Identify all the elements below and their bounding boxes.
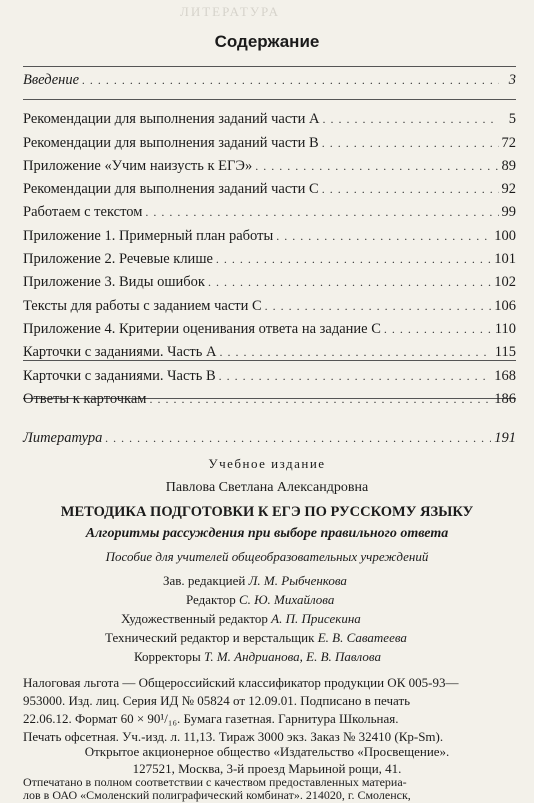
toc-page: 115 (494, 344, 516, 361)
divider (23, 66, 516, 67)
printer-line: лов в ОАО «Смоленский полиграфический комбинат». 214020, г. Смоленск, (23, 788, 411, 802)
toc-row (23, 72, 516, 95)
contents-list (23, 72, 516, 453)
credit-role: Художественный редактор (121, 611, 268, 626)
credit-names: С. Ю. Михайлова (238, 592, 335, 607)
credit-role: Корректоры (134, 649, 201, 664)
author-name: Павлова Светлана Александровна (165, 480, 369, 495)
credit-names: Л. М. Рыбченкова (248, 573, 347, 588)
leader-dots (322, 182, 499, 197)
edition-type: Учебное издание (208, 456, 326, 471)
leader-dots (322, 136, 499, 151)
leader-dots (105, 431, 491, 446)
publisher-line: Открытое акционерное общество «Издательство «Просвещение». (84, 744, 450, 759)
toc-row (23, 251, 516, 274)
toc-label: Рекомендации для выполнения заданий части С (23, 181, 319, 198)
toc-page: 168 (494, 367, 516, 384)
credit-role: Зав. редакцией (163, 573, 246, 588)
credit-names: Е. В. Саватеева (317, 630, 407, 645)
toc-label: Ответы к карточкам (23, 390, 147, 407)
leader-dots (219, 369, 492, 384)
leader-dots (276, 229, 491, 244)
toc-page: 101 (494, 251, 516, 268)
toc-label: Карточки с заданиями. Часть А (23, 344, 217, 361)
toc-label: Приложение 2. Речевые клише (23, 251, 213, 268)
toc-label: Тексты для работы с заданием части С (23, 297, 262, 314)
tax-line: 953000. Изд. лиц. Серия ИД № 05824 от 12.09.01. Подписано в печать (23, 693, 411, 708)
toc-page: 191 (494, 430, 516, 447)
leader-dots (145, 205, 498, 220)
credit-line (186, 592, 334, 608)
toc-page: 102 (494, 274, 516, 291)
toc-row (23, 181, 516, 204)
tax-line: Налоговая льгота — Общероссийский классификатор продукции ОК 005-93— (23, 675, 459, 690)
toc-row (23, 158, 516, 181)
toc-row (23, 135, 516, 158)
leader-dots (149, 392, 491, 407)
toc-row (23, 368, 516, 391)
toc-label: Приложение «Учим наизусть к ЕГЭ» (23, 157, 253, 174)
leader-dots (216, 252, 491, 267)
toc-page: 99 (501, 204, 516, 221)
leader-dots (219, 345, 491, 360)
credit-role: Технический редактор и верстальщик (105, 630, 315, 645)
toc-label: Рекомендации для выполнения заданий части В (23, 134, 319, 151)
toc-page: 110 (494, 320, 516, 337)
toc-label: Рекомендации для выполнения заданий части А (23, 111, 320, 128)
toc-row (23, 321, 516, 344)
contents-title: Содержание (214, 32, 320, 51)
tax-line: Печать офсетная. Уч.-изд. л. 11,13. Тираж 3000 экз. Заказ № 32410 (Кр-Sm). (23, 729, 444, 744)
credit-line (134, 649, 381, 665)
toc-row (23, 344, 516, 367)
credit-line (105, 630, 407, 646)
toc-label: Введение (23, 72, 80, 88)
leader-dots (265, 299, 492, 314)
toc-label: Работаем с текстом (23, 204, 143, 221)
leader-dots (384, 322, 492, 337)
toc-row (23, 430, 516, 453)
credit-line (121, 611, 361, 627)
toc-row (23, 274, 516, 297)
toc-page: 89 (501, 157, 516, 174)
toc-row (23, 228, 516, 251)
leader-dots (255, 159, 498, 174)
credit-role: Редактор (186, 592, 236, 607)
toc-row (23, 391, 516, 414)
toc-label: Приложение 1. Примерный план работы (23, 227, 274, 244)
toc-page: 72 (501, 134, 516, 151)
toc-page: 3 (508, 72, 516, 88)
leader-dots (82, 73, 499, 88)
toc-label: Карточки с заданиями. Часть В (23, 367, 216, 384)
printer-line: Отпечатано в полном соответствии с качеством предоставленных материа- (23, 775, 407, 789)
toc-row (23, 111, 516, 134)
toc-label: Литература (23, 430, 103, 447)
toc-page: 92 (501, 181, 516, 198)
book-title: МЕТОДИКА ПОДГОТОВКИ К ЕГЭ ПО РУССКОМУ ЯЗЫКУ (60, 504, 474, 520)
toc-row (23, 298, 516, 321)
toc-page: 186 (494, 390, 516, 407)
leader-dots (208, 275, 491, 290)
credit-names: А. П. Присекина (271, 611, 361, 626)
toc-label: Приложение 3. Виды ошибок (23, 274, 205, 291)
book-subtitle: Алгоритмы рассуждения при выборе правильного ответа (85, 526, 449, 541)
toc-label: Приложение 4. Критерии оценивания ответа на задание С (23, 320, 381, 337)
toc-page: 106 (494, 297, 516, 314)
audience-note: Пособие для учителей общеобразовательных учреждений (105, 549, 429, 564)
toc-page: 100 (494, 227, 516, 244)
toc-row (23, 204, 516, 227)
credit-names: Т. М. Андрианова, Е. В. Павлова (203, 649, 381, 664)
tax-line: 22.06.12. Формат 60 × 90¹/₁₆. Бумага газетная. Гарнитура Школьная. (23, 711, 399, 726)
publisher-line: 127521, Москва, 3-й проезд Марьиной рощи, 41. (132, 761, 402, 776)
bleed-through-text: ЛИТЕРАТУРА (180, 4, 280, 19)
credit-line (163, 573, 347, 589)
leader-dots (322, 112, 499, 127)
toc-page: 5 (508, 111, 516, 128)
